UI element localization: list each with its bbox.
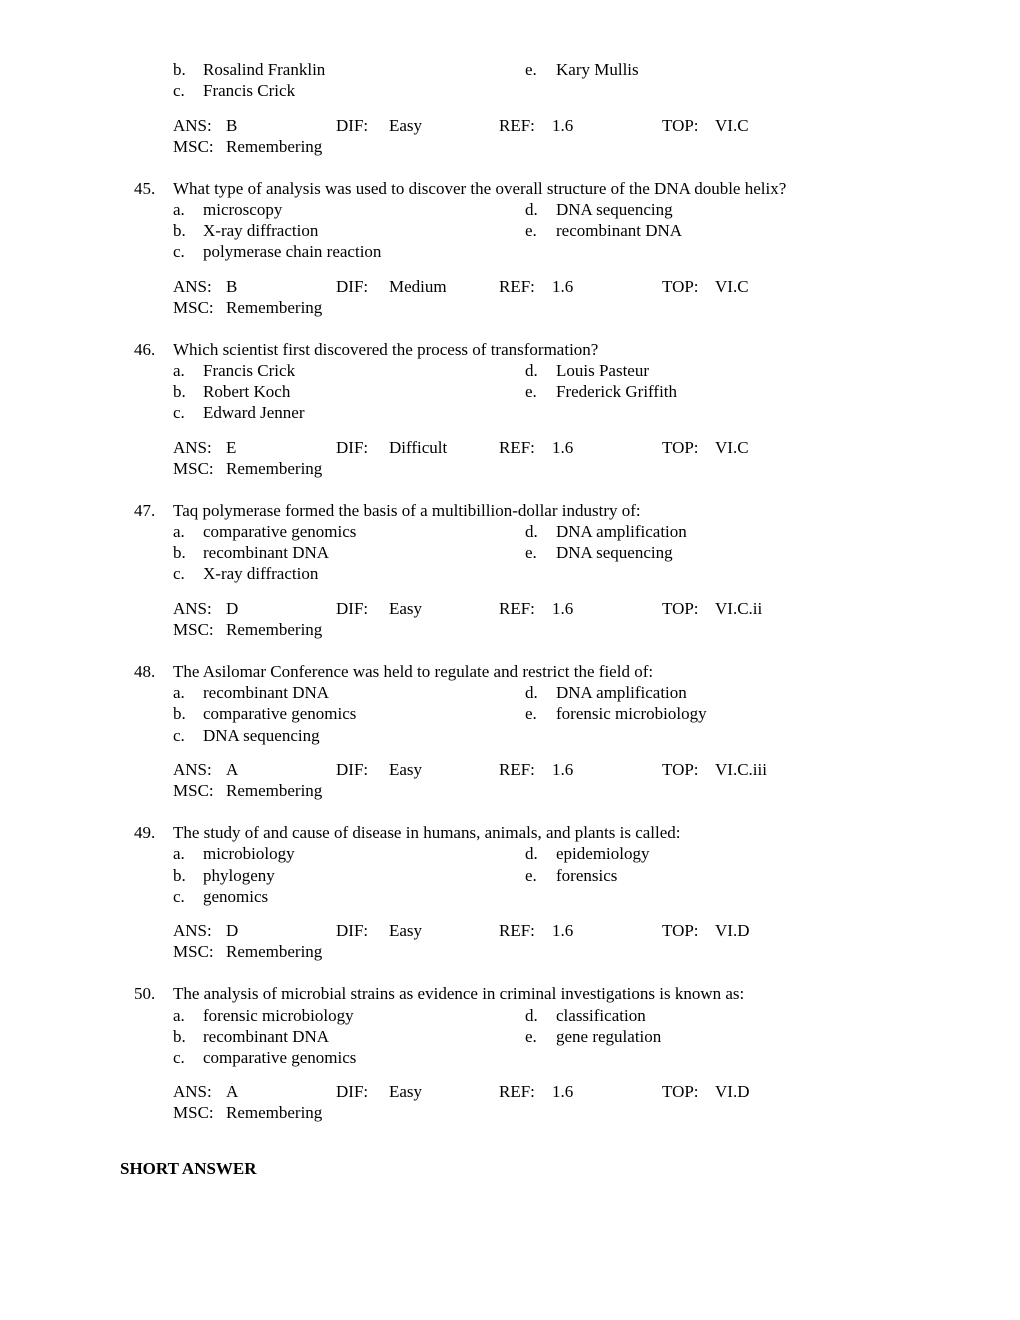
option-text: X-ray diffraction — [203, 221, 319, 240]
top-value: VI.D — [715, 921, 750, 940]
ans-value: E — [226, 438, 237, 457]
option-letter: b. — [173, 866, 186, 885]
top-label: TOP: — [662, 277, 699, 296]
option-letter: a. — [173, 361, 185, 380]
option-letter: a. — [173, 844, 185, 863]
ans-value: A — [226, 1082, 239, 1101]
option-letter: a. — [173, 683, 185, 702]
option-letter: e. — [525, 382, 537, 401]
ref-value: 1.6 — [552, 277, 574, 296]
option-letter: c. — [173, 564, 185, 583]
option-letter: c. — [173, 81, 185, 100]
option-letter: a. — [173, 522, 185, 541]
option-text: phylogeny — [203, 866, 275, 885]
option-text: Robert Koch — [203, 382, 291, 401]
dif-label: DIF: — [336, 438, 369, 457]
question-49 — [0, 823, 1020, 973]
question-number: 47. — [134, 501, 156, 520]
option-text: recombinant DNA — [203, 1027, 330, 1046]
dif-value: Easy — [389, 1082, 423, 1101]
dif-value: Easy — [389, 599, 423, 618]
question-50 — [0, 984, 1020, 1134]
option-text: comparative genomics — [203, 704, 357, 723]
option-text: DNA amplification — [556, 522, 687, 541]
option-letter: d. — [525, 361, 538, 380]
ans-label: ANS: — [173, 1082, 212, 1101]
question-stem: The analysis of microbial strains as evidence in criminal investigations is known as: — [173, 984, 745, 1003]
top-label: TOP: — [662, 599, 699, 618]
option-letter: c. — [173, 1048, 185, 1067]
msc-label: MSC: — [173, 1103, 214, 1122]
top-label: TOP: — [662, 760, 699, 779]
ans-value: D — [226, 921, 239, 940]
msc-value: Remembering — [226, 942, 323, 961]
ref-value: 1.6 — [552, 921, 574, 940]
ans-label: ANS: — [173, 116, 212, 135]
option-text: comparative genomics — [203, 522, 357, 541]
option-text: DNA amplification — [556, 683, 687, 702]
ans-label: ANS: — [173, 921, 212, 940]
option-text: genomics — [203, 887, 269, 906]
dif-label: DIF: — [336, 921, 369, 940]
option-text: X-ray diffraction — [203, 564, 319, 583]
option-letter: d. — [525, 844, 538, 863]
option-text: microscopy — [203, 200, 283, 219]
msc-value: Remembering — [226, 781, 323, 800]
question-45 — [0, 179, 1020, 329]
question-47 — [0, 501, 1020, 651]
question-48 — [0, 662, 1020, 812]
ref-value: 1.6 — [552, 116, 574, 135]
dif-label: DIF: — [336, 599, 369, 618]
option-letter: d. — [525, 1006, 538, 1025]
ref-label: REF: — [499, 760, 535, 779]
msc-value: Remembering — [226, 620, 323, 639]
option-letter: a. — [173, 200, 185, 219]
dif-label: DIF: — [336, 277, 369, 296]
option-text: forensic microbiology — [203, 1006, 354, 1025]
top-label: TOP: — [662, 438, 699, 457]
option-letter: b. — [173, 60, 186, 79]
option-text: classification — [556, 1006, 646, 1025]
top-value: VI.D — [715, 1082, 750, 1101]
ref-label: REF: — [499, 438, 535, 457]
option-text: forensic microbiology — [556, 704, 707, 723]
question-number: 50. — [134, 984, 156, 1003]
option-text: Kary Mullis — [556, 60, 639, 79]
option-text: recombinant DNA — [556, 221, 683, 240]
top-label: TOP: — [662, 116, 699, 135]
msc-label: MSC: — [173, 459, 214, 478]
question-number: 46. — [134, 340, 156, 359]
dif-value: Difficult — [389, 438, 448, 457]
option-letter: c. — [173, 242, 185, 261]
dif-value: Easy — [389, 116, 423, 135]
msc-value: Remembering — [226, 1103, 323, 1122]
option-letter: d. — [525, 522, 538, 541]
option-letter: b. — [173, 543, 186, 562]
ans-label: ANS: — [173, 438, 212, 457]
option-text: DNA sequencing — [556, 543, 673, 562]
question-stem: Taq polymerase formed the basis of a multibillion-dollar industry of: — [173, 501, 641, 520]
option-text: comparative genomics — [203, 1048, 357, 1067]
option-letter: c. — [173, 726, 185, 745]
option-text: epidemiology — [556, 844, 650, 863]
option-letter: c. — [173, 887, 185, 906]
option-letter: b. — [173, 221, 186, 240]
option-text: Louis Pasteur — [556, 361, 650, 380]
option-text: DNA sequencing — [556, 200, 673, 219]
option-text: Rosalind Franklin — [203, 60, 326, 79]
question-stem: The study of and cause of disease in humans, animals, and plants is called: — [173, 823, 681, 842]
top-value: VI.C — [715, 277, 749, 296]
top-value: VI.C.ii — [715, 599, 763, 618]
ref-label: REF: — [499, 116, 535, 135]
option-letter: b. — [173, 704, 186, 723]
option-letter: e. — [525, 866, 537, 885]
option-letter: c. — [173, 403, 185, 422]
option-letter: e. — [525, 60, 537, 79]
option-letter: e. — [525, 1027, 537, 1046]
option-text: forensics — [556, 866, 618, 885]
ans-value: B — [226, 277, 238, 296]
msc-label: MSC: — [173, 781, 214, 800]
ref-value: 1.6 — [552, 438, 574, 457]
section-heading: SHORT ANSWER — [120, 1159, 257, 1178]
question-stem: What type of analysis was used to discover the overall structure of the DNA double helix? — [173, 179, 787, 198]
question-number: 48. — [134, 662, 156, 681]
dif-value: Easy — [389, 921, 423, 940]
option-letter: e. — [525, 704, 537, 723]
msc-label: MSC: — [173, 620, 214, 639]
top-value: VI.C.iii — [715, 760, 767, 779]
msc-label: MSC: — [173, 298, 214, 317]
ref-label: REF: — [499, 1082, 535, 1101]
ans-label: ANS: — [173, 760, 212, 779]
option-text: Francis Crick — [203, 361, 296, 380]
dif-label: DIF: — [336, 116, 369, 135]
msc-value: Remembering — [226, 298, 323, 317]
option-text: gene regulation — [556, 1027, 662, 1046]
question-number: 49. — [134, 823, 156, 842]
option-text: DNA sequencing — [203, 726, 320, 745]
ref-label: REF: — [499, 599, 535, 618]
option-letter: b. — [173, 1027, 186, 1046]
option-text: Edward Jenner — [203, 403, 305, 422]
option-letter: d. — [525, 200, 538, 219]
ans-value: B — [226, 116, 238, 135]
ref-value: 1.6 — [552, 599, 574, 618]
option-letter: b. — [173, 382, 186, 401]
option-letter: e. — [525, 543, 537, 562]
dif-value: Easy — [389, 760, 423, 779]
option-letter: d. — [525, 683, 538, 702]
top-value: VI.C — [715, 116, 749, 135]
ans-value: A — [226, 760, 239, 779]
msc-value: Remembering — [226, 459, 323, 478]
top-label: TOP: — [662, 921, 699, 940]
ref-label: REF: — [499, 921, 535, 940]
ans-label: ANS: — [173, 599, 212, 618]
ans-value: D — [226, 599, 239, 618]
msc-label: MSC: — [173, 137, 214, 156]
question-46 — [0, 340, 1020, 490]
option-text: recombinant DNA — [203, 543, 330, 562]
ref-label: REF: — [499, 277, 535, 296]
dif-label: DIF: — [336, 1082, 369, 1101]
top-value: VI.C — [715, 438, 749, 457]
msc-value: Remembering — [226, 137, 323, 156]
option-text: polymerase chain reaction — [203, 242, 382, 261]
ref-value: 1.6 — [552, 1082, 574, 1101]
option-letter: e. — [525, 221, 537, 240]
ref-value: 1.6 — [552, 760, 574, 779]
option-text: microbiology — [203, 844, 295, 863]
question-number: 45. — [134, 179, 156, 198]
option-text: Francis Crick — [203, 81, 296, 100]
msc-label: MSC: — [173, 942, 214, 961]
question-stem: The Asilomar Conference was held to regulate and restrict the field of: — [173, 662, 654, 681]
top-label: TOP: — [662, 1082, 699, 1101]
ans-label: ANS: — [173, 277, 212, 296]
option-text: recombinant DNA — [203, 683, 330, 702]
option-letter: a. — [173, 1006, 185, 1025]
question-stem: Which scientist first discovered the process of transformation? — [173, 340, 599, 359]
option-text: Frederick Griffith — [556, 382, 678, 401]
dif-value: Medium — [389, 277, 447, 296]
dif-label: DIF: — [336, 760, 369, 779]
